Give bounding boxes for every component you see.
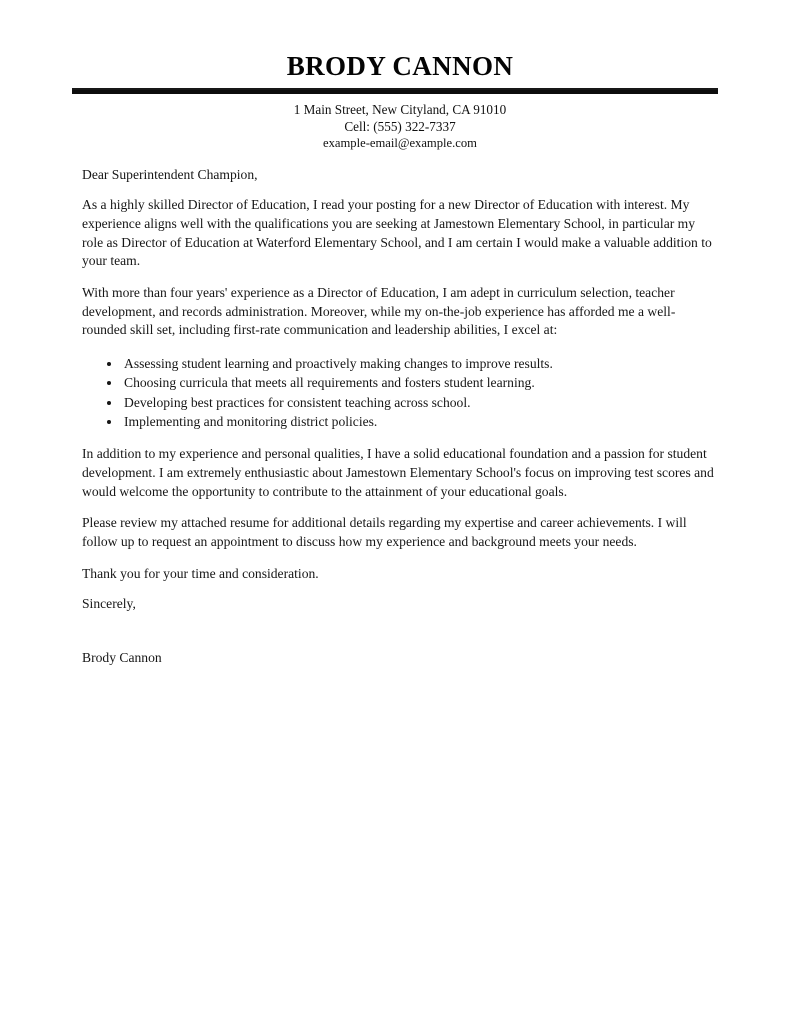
contact-phone: Cell: (555) 322-7337 bbox=[344, 118, 456, 134]
contact-block bbox=[82, 102, 718, 152]
thanks-line: Thank you for your time and consideration. bbox=[82, 565, 319, 581]
letter-body bbox=[82, 166, 718, 668]
skill-bullet-item: • Assessing student learning and proactively making changes to improve results. bbox=[122, 354, 718, 373]
paragraph-intro: As a highly skilled Director of Education, I read your posting for a new Director of Education with interest. My experience aligns well with the qualifications you are seeking at Jamestown Elementary School, in particular my role as Director of Education at Waterford Elementary School, and I am certain I would make a valuable addition to your team. bbox=[82, 197, 712, 269]
skill-bullet-item: • Choosing curricula that meets all requirements and fosters student learning. bbox=[122, 373, 718, 392]
skill-bullet-item: • Developing best practices for consistent teaching across school. bbox=[122, 393, 718, 412]
valediction: Sincerely, bbox=[82, 595, 136, 611]
paragraph-experience: With more than four years' experience as a Director of Education, I am adept in curriculum selection, teacher development, and records administration. Moreover, while my on-the-job experience has afforded me a well-rounded skill set, including first-rate communication and leadership abilities, I excel at: bbox=[82, 285, 676, 338]
contact-address: 1 Main Street, New Cityland, CA 91010 bbox=[293, 102, 507, 118]
letterhead-name: BRODY CANNON bbox=[286, 51, 514, 81]
header-divider bbox=[72, 88, 718, 94]
skill-bullet-list bbox=[82, 354, 718, 431]
paragraph-education: In addition to my experience and personal qualities, I have a solid educational foundation and a passion for student development. I am extremely enthusiastic about Jamestown Elementary School's focus on improving test scores and would welcome the opportunity to contribute to the attainment of your educational goals. bbox=[82, 446, 714, 499]
salutation: Dear Superintendent Champion, bbox=[82, 166, 258, 182]
contact-email: example-email@example.com bbox=[323, 136, 477, 151]
signature-name: Brody Cannon bbox=[82, 650, 162, 666]
paragraph-follow-up: Please review my attached resume for additional details regarding my expertise and career achievements. I will follow up to request an appointment to discuss how my experience and background meets your needs. bbox=[82, 515, 687, 550]
skill-bullet-item: • Implementing and monitoring district policies. bbox=[122, 412, 718, 431]
